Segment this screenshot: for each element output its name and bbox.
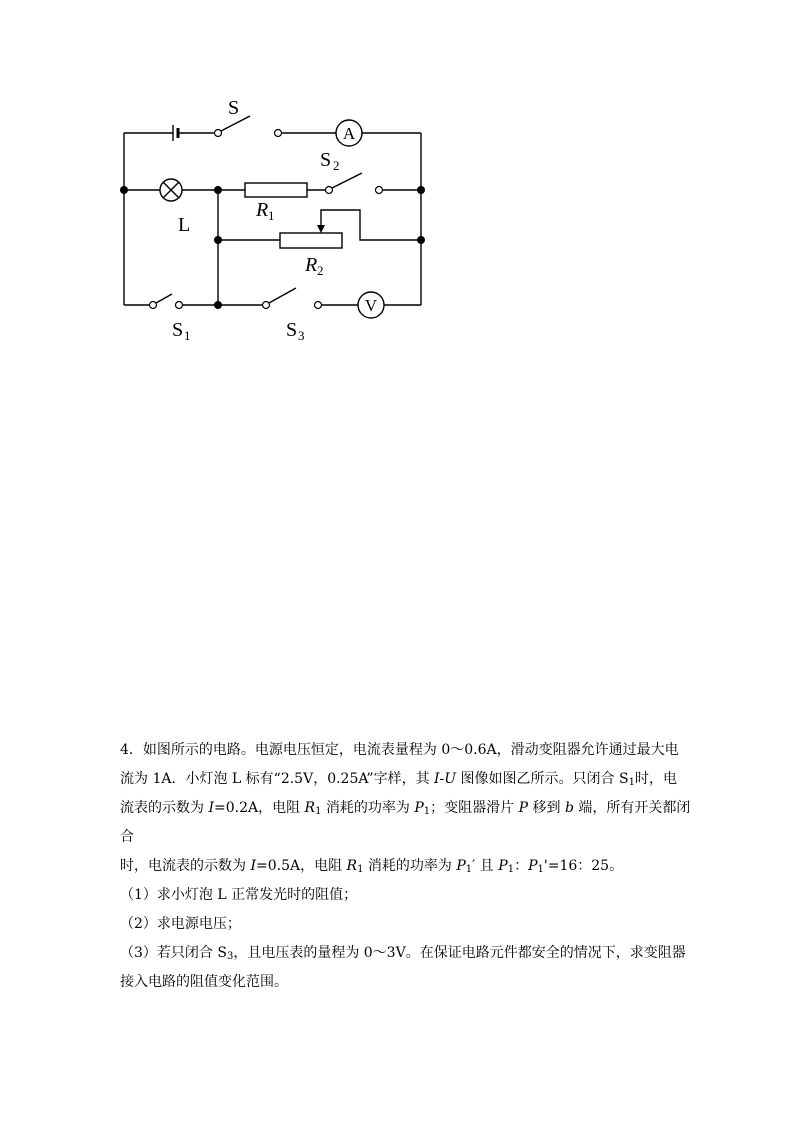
text: 3 [226, 951, 234, 962]
switch-s1-icon [150, 294, 183, 309]
text: 1 [507, 864, 515, 875]
switch-s-icon [215, 116, 282, 137]
switch-s3-subscript: 3 [298, 328, 305, 343]
problem-number: 4． [120, 742, 143, 758]
r2-subscript: 2 [317, 263, 324, 278]
lamp-icon [160, 179, 182, 201]
question-2: （2）求电源电压； [120, 916, 241, 932]
text: 端，所有开关都闭合 [120, 800, 691, 845]
text: P [528, 858, 538, 874]
switch-s2-label: S [320, 149, 332, 171]
text: 1 [315, 806, 322, 817]
r1-subscript: 1 [268, 208, 275, 223]
text: 流为 1A．小灯泡 L 标有“2.5V，0.25A”字样，其 [120, 771, 435, 787]
text: R [304, 800, 316, 816]
text: 消耗的功率为 [363, 858, 457, 874]
voltmeter-icon [358, 292, 384, 318]
bottom-branch [124, 288, 421, 343]
text: 1 [537, 864, 544, 875]
text: 1 [423, 806, 431, 817]
r1-label: R [256, 199, 269, 221]
question-3 [120, 939, 695, 968]
text: 1 [465, 864, 473, 875]
lamp-label: L [178, 214, 191, 236]
problem-line-4 [120, 852, 695, 881]
ammeter-icon [336, 120, 362, 146]
text: '=16：25。 [543, 858, 624, 874]
text: ，且电压表的量程为 0～3V。在保证电路元件都安全的情况下，求变阻器 [233, 945, 686, 961]
r2-label: R [305, 254, 318, 276]
text: I-U [434, 771, 457, 787]
switch-s3-icon [263, 288, 322, 309]
text: ： [514, 858, 529, 874]
ammeter-label: A [342, 124, 356, 143]
switch-s3-label: S [286, 319, 298, 341]
text: I [250, 858, 256, 874]
text: P [498, 858, 508, 874]
switch-s1-subscript: 1 [184, 328, 191, 343]
battery-icon [173, 125, 178, 141]
text: （3）若只闭合 S [120, 945, 227, 961]
question-3-cont: 接入电路的阻值变化范围。 [120, 974, 288, 990]
text: 如图所示的电路。电源电压恒定，电流表量程为 0～0.6A，滑动变阻器允许通过最大电 [142, 742, 679, 758]
problem-text [120, 736, 695, 997]
text: R [346, 858, 358, 874]
problem-line-3 [120, 794, 695, 852]
text: 且 [475, 858, 499, 874]
junction-nodes [120, 186, 425, 309]
switch-s-label: S [228, 97, 240, 119]
rheostat-r2-icon [280, 233, 342, 248]
text: 时，电 [634, 771, 677, 787]
text: 图像如图乙所示。只闭合 S [456, 771, 629, 787]
text: 移到 [528, 800, 565, 816]
switch-s2-icon [326, 173, 383, 194]
text: I [208, 800, 214, 816]
text: P [414, 800, 424, 816]
problem-line-1 [120, 736, 695, 765]
text: =0.2A，电阻 [213, 800, 305, 816]
question-1: （1）求小灯泡 L 正常发光时的阻值； [120, 887, 358, 903]
text: ；变阻器滑片 [430, 800, 519, 816]
circuit-diagram [100, 80, 460, 350]
text: b [564, 800, 574, 816]
resistor-r1-icon [245, 183, 307, 197]
text: P [518, 800, 529, 816]
voltmeter-label: V [364, 296, 378, 315]
text: 流表的示数为 [120, 800, 209, 816]
middle-branch [124, 149, 421, 305]
text: 1 [628, 777, 635, 788]
slider-arrow-icon [317, 210, 421, 240]
problem-line-2 [120, 765, 695, 794]
text: 时，电流表的示数为 [120, 858, 251, 874]
text: 1 [357, 864, 364, 875]
switch-s1-label: S [172, 319, 184, 341]
text: ′ [472, 858, 476, 874]
text: 消耗的功率为 [321, 800, 415, 816]
text: P [456, 858, 466, 874]
switch-s2-subscript: 2 [333, 158, 340, 173]
text: =0.5A，电阻 [255, 858, 347, 874]
